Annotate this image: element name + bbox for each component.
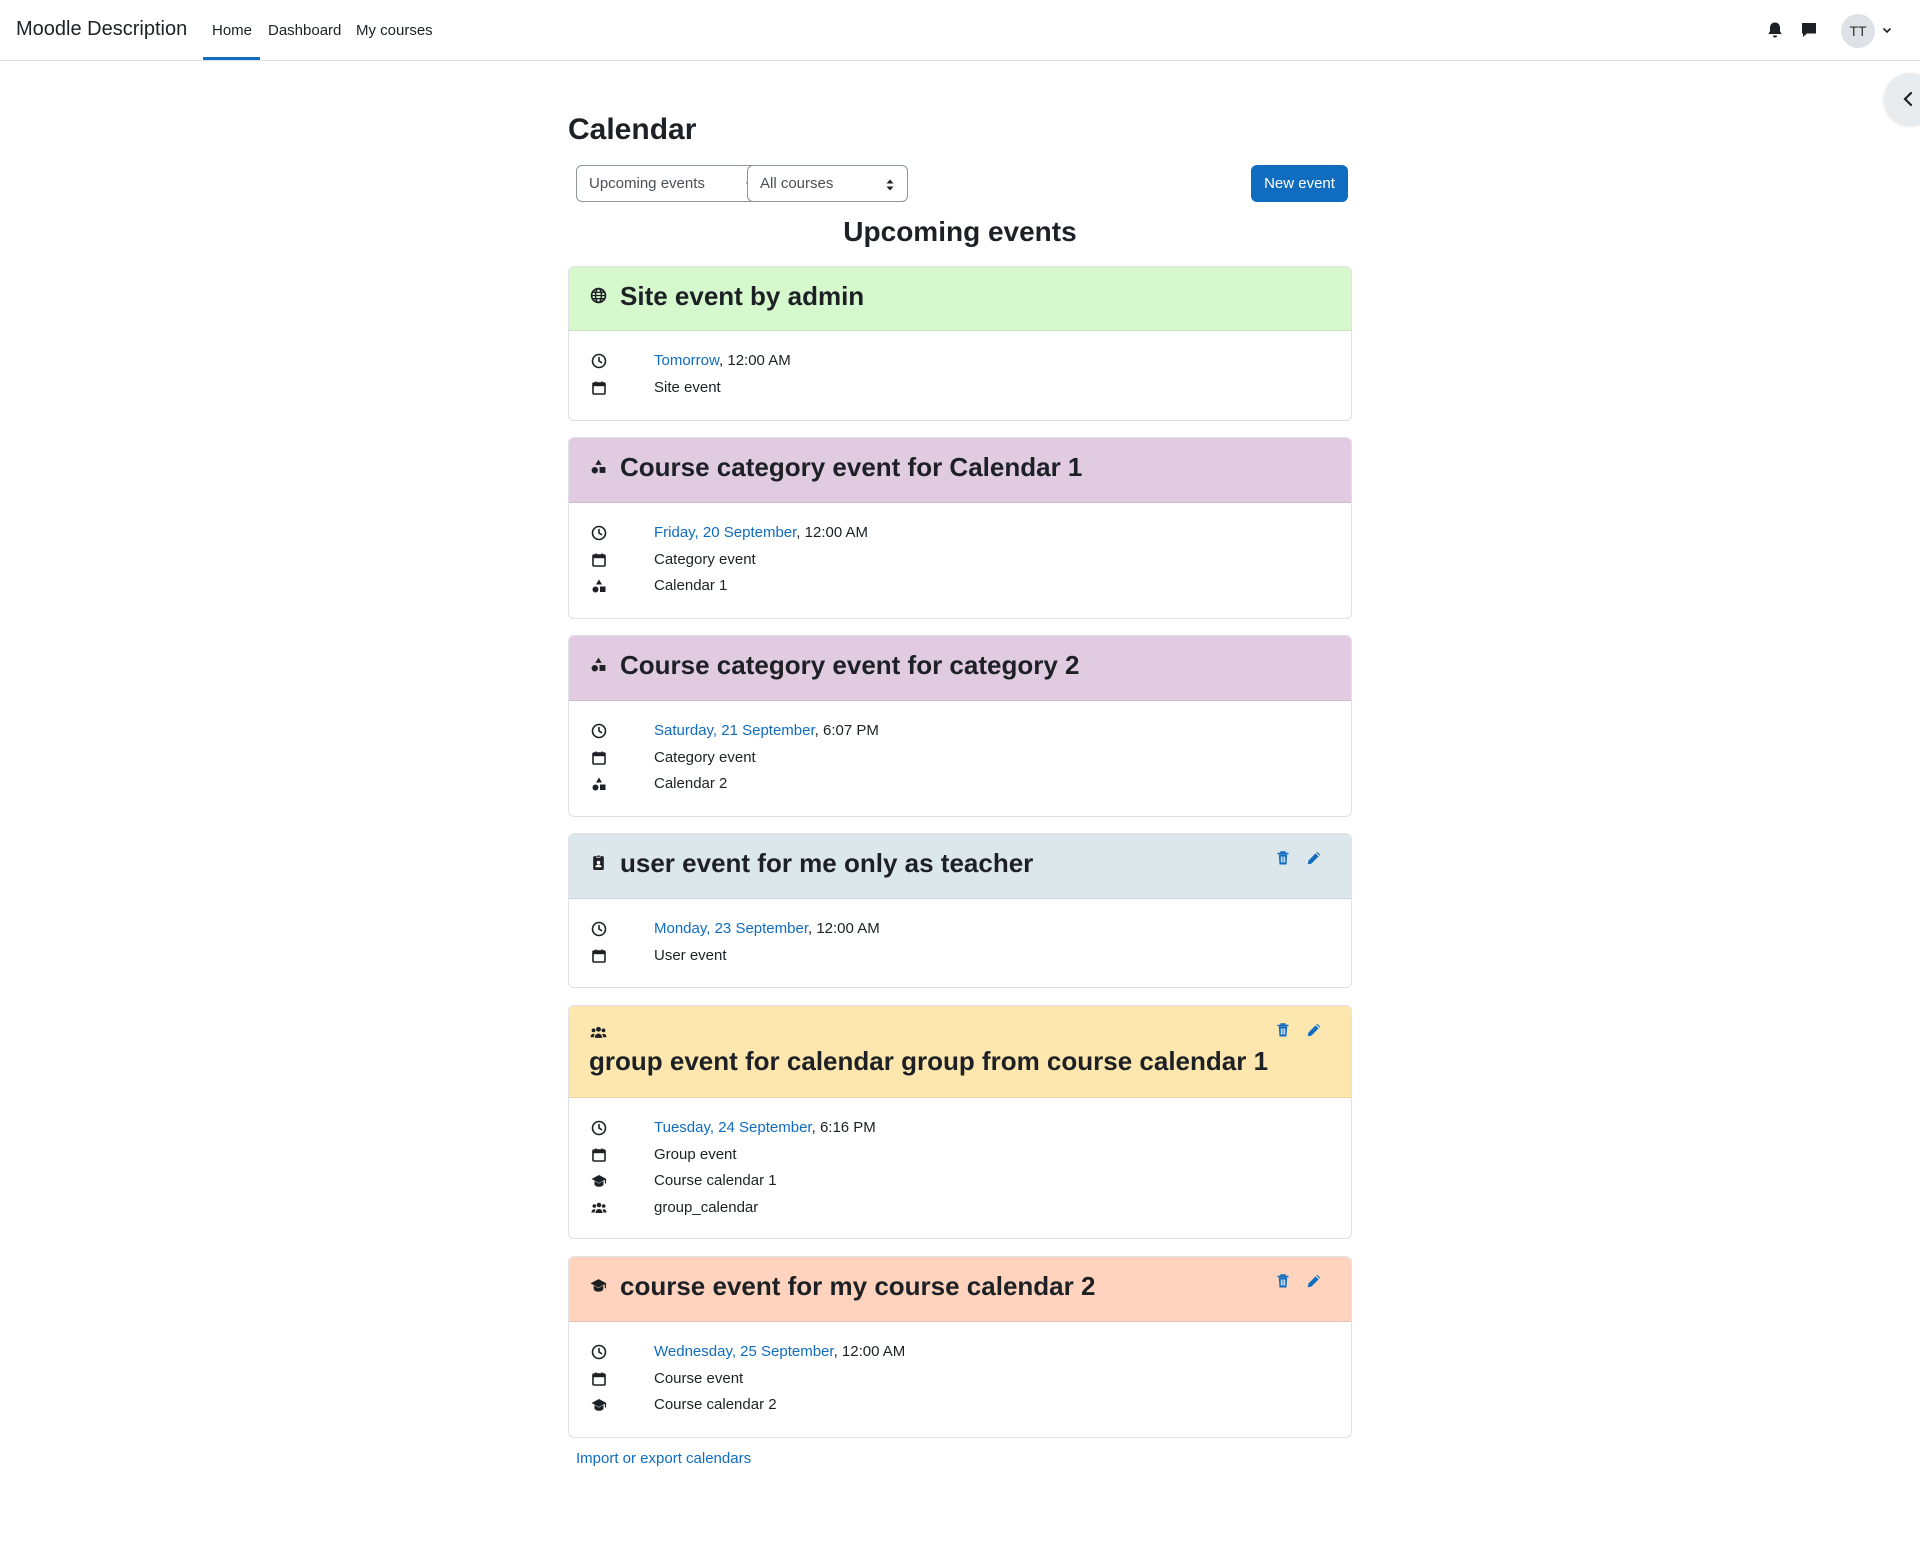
event-course-row: [569, 1169, 1351, 1193]
view-select-value: Upcoming events: [589, 175, 705, 192]
event-date-link[interactable]: Wednesday, 25 September: [654, 1343, 834, 1360]
event-time: , 12:00 AM: [833, 1343, 906, 1360]
event-title[interactable]: user event for me only as teacher: [620, 848, 1034, 878]
event-category-row: [569, 574, 1351, 598]
event-type-row: [569, 376, 1351, 400]
event-type-row: [569, 1143, 1351, 1167]
event-course-row: [569, 1393, 1351, 1417]
event-time: , 6:07 PM: [814, 722, 879, 739]
event-header: [569, 267, 1351, 331]
event-type-row: [569, 944, 1351, 968]
calendar-icon: [591, 1147, 607, 1163]
event-title[interactable]: Course category event for category 2: [620, 650, 1080, 680]
active-nav-indicator: [203, 57, 260, 60]
course-select-value: All courses: [760, 175, 834, 192]
event-type: Site event: [654, 379, 721, 396]
event-card: [568, 1005, 1352, 1239]
import-export-calendars-link[interactable]: Import or export calendars: [576, 1450, 752, 1467]
event-type: Group event: [654, 1146, 737, 1163]
event-group-name: group_calendar: [654, 1199, 759, 1216]
nav-my-courses[interactable]: My courses: [356, 22, 433, 39]
event-header: [569, 636, 1351, 701]
event-card: [568, 635, 1352, 817]
clock-icon: [591, 353, 607, 369]
event-header: [569, 438, 1351, 503]
clock-icon: [591, 1344, 607, 1360]
event-title[interactable]: Site event by admin: [620, 281, 865, 311]
event-date-link[interactable]: Tomorrow: [654, 352, 720, 369]
event-header: [569, 834, 1351, 899]
event-date-row: [569, 1116, 1351, 1140]
globe-icon: [590, 287, 607, 304]
messages-icon[interactable]: [1799, 20, 1819, 40]
nav-home[interactable]: Home: [212, 22, 253, 39]
delete-icon[interactable]: [1275, 1273, 1291, 1289]
clock-icon: [591, 723, 607, 739]
graduation-cap-icon: [591, 1173, 607, 1189]
clock-icon: [591, 921, 607, 937]
event-course-link[interactable]: Course calendar 1: [654, 1172, 777, 1189]
page-title: Calendar: [568, 113, 697, 146]
event-date-row: [569, 349, 1351, 373]
chevron-left-icon: [1900, 90, 1916, 108]
calendar-icon: [591, 750, 607, 766]
event-category-link[interactable]: Calendar 1: [654, 577, 728, 594]
event-card: [568, 833, 1352, 988]
event-group-row: [569, 1196, 1351, 1220]
event-card: [568, 1256, 1352, 1438]
bell-icon[interactable]: [1765, 20, 1785, 40]
event-title[interactable]: Course category event for Calendar 1: [620, 452, 1083, 482]
nav-dashboard[interactable]: Dashboard: [268, 22, 342, 39]
edit-icon[interactable]: [1306, 1273, 1322, 1289]
calendar-icon: [591, 1371, 607, 1387]
group-icon: [591, 1200, 607, 1216]
event-type: Course event: [654, 1370, 744, 1387]
category-icon: [591, 776, 607, 792]
event-time: , 12:00 AM: [796, 524, 869, 541]
drawer-toggle-button[interactable]: [1884, 73, 1920, 125]
event-time: , 6:16 PM: [811, 1119, 876, 1136]
event-type: Category event: [654, 551, 756, 568]
new-event-button[interactable]: New event: [1251, 165, 1348, 202]
event-time: , 12:00 AM: [807, 920, 880, 937]
clock-icon: [591, 525, 607, 541]
course-select[interactable]: [747, 165, 908, 202]
event-card: [568, 437, 1352, 619]
event-category-link[interactable]: Calendar 2: [654, 775, 728, 792]
top-navbar: [0, 0, 1920, 61]
event-date-link[interactable]: Tuesday, 24 September: [654, 1119, 812, 1136]
user-avatar[interactable]: TT: [1841, 14, 1875, 48]
calendar-icon: [591, 380, 607, 396]
event-type-row: [569, 746, 1351, 770]
user-badge-icon: [590, 854, 607, 871]
delete-icon[interactable]: [1275, 850, 1291, 866]
event-time: , 12:00 AM: [719, 352, 791, 369]
event-category-row: [569, 772, 1351, 796]
category-icon: [591, 578, 607, 594]
event-type-row: [569, 1367, 1351, 1391]
category-icon: [590, 656, 607, 673]
sort-arrows-icon: [885, 178, 895, 192]
chevron-down-icon[interactable]: [1881, 24, 1893, 36]
event-title[interactable]: course event for my course calendar 2: [620, 1271, 1096, 1301]
group-icon: [590, 1024, 607, 1041]
event-type: User event: [654, 947, 727, 964]
event-header: [569, 1257, 1351, 1322]
event-type-row: [569, 548, 1351, 572]
calendar-icon: [591, 948, 607, 964]
edit-icon[interactable]: [1306, 1022, 1322, 1038]
event-date-row: [569, 521, 1351, 545]
event-card: [568, 266, 1352, 421]
upcoming-events-heading: Upcoming events: [843, 216, 1077, 247]
event-date-link[interactable]: Saturday, 21 September: [654, 722, 815, 739]
edit-icon[interactable]: [1306, 850, 1322, 866]
calendar-icon: [591, 552, 607, 568]
event-date-link[interactable]: Friday, 20 September: [654, 524, 797, 541]
delete-icon[interactable]: [1275, 1022, 1291, 1038]
event-title[interactable]: group event for calendar group from course calendar 1: [589, 1046, 1269, 1076]
event-date-row: [569, 719, 1351, 743]
clock-icon: [591, 1120, 607, 1136]
graduation-cap-icon: [590, 1277, 607, 1294]
event-date-link[interactable]: Monday, 23 September: [654, 920, 808, 937]
category-icon: [590, 458, 607, 475]
graduation-cap-icon: [591, 1397, 607, 1413]
event-course-link[interactable]: Course calendar 2: [654, 1396, 777, 1413]
event-header: [569, 1006, 1351, 1098]
event-type: Category event: [654, 749, 756, 766]
site-brand[interactable]: Moodle Description: [16, 18, 188, 40]
view-select[interactable]: [576, 165, 769, 202]
event-date-row: [569, 1340, 1351, 1364]
event-date-row: [569, 917, 1351, 941]
